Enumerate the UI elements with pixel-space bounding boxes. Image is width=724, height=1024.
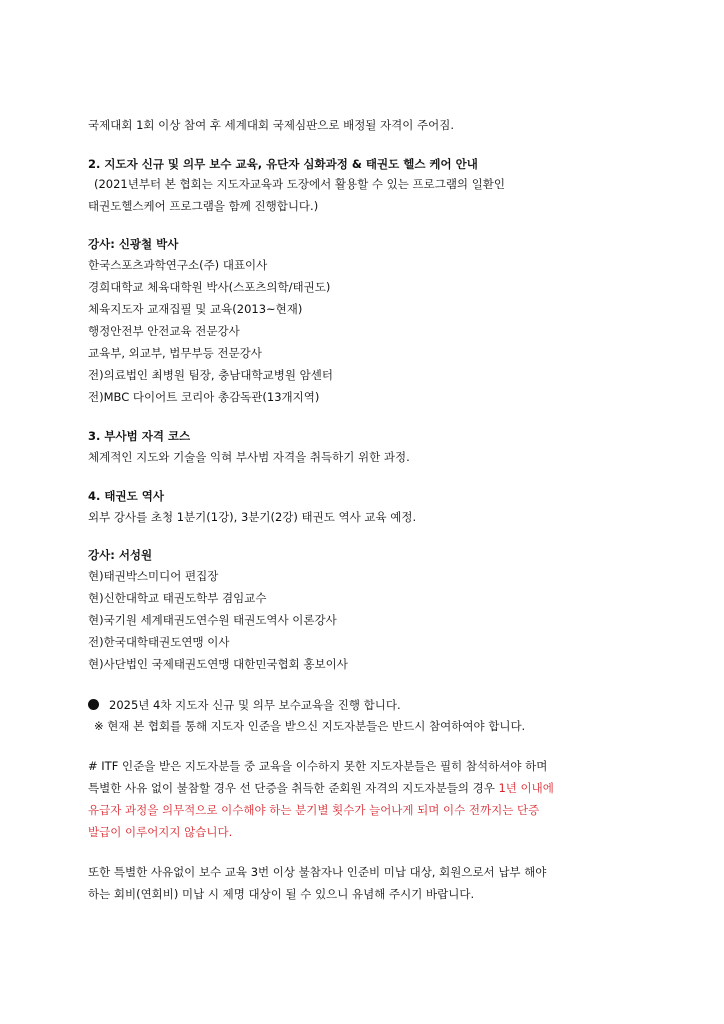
lecturer1-item: 전)MBC 다이어트 코리아 총감독관(13개지역) (88, 390, 320, 404)
section4-heading: 4. 태권도 역사 (88, 489, 164, 503)
bullet-dot-icon (88, 699, 99, 710)
lecturer1-item: 행정안전부 안전교육 전문강사 (88, 324, 240, 338)
warning-line1: # ITF 인준을 받은 지도자분들 중 교육을 이수하지 못한 지도자분들은 필히 참석하셔야 하며 (88, 759, 548, 773)
notice-sub-note: ※ 현재 본 협회를 통해 지도자 인준을 받으신 지도자분들은 반드시 참여하여야 합니다. (94, 719, 526, 733)
lecturer2-heading: 강사: 서성원 (88, 548, 153, 562)
lecturer1-heading: 강사: 신광철 박사 (88, 237, 179, 251)
warning-line2-text: 특별한 사유 없이 불참할 경우 선 단증을 취득한 준회원 자격의 지도자분들의 경우 (88, 781, 499, 795)
section4-body: 외부 강사를 초청 1분기(1강), 3분기(2강) 태권도 역사 교육 예정. (88, 510, 417, 524)
warning-line3: 유급자 과정을 의무적으로 이수해야 하는 분기별 횟수가 늘어나게 되며 이수 전까지는 단증 (88, 803, 540, 817)
closing-line2: 하는 회비(연회비) 미납 시 제명 대상이 될 수 있으니 유념해 주시기 바랍니다. (88, 887, 475, 901)
warning-line2 (88, 780, 554, 797)
lecturer2-item: 현)사단법인 국제태권도연맹 대한민국협회 홍보이사 (88, 657, 348, 671)
notice-bullet-line (88, 697, 401, 714)
lecturer2-item: 현)국기원 세계태권도연수원 태권도역사 이론강사 (88, 613, 337, 627)
notice-bullet-text: 2025년 4차 지도자 신규 및 의무 보수교육을 진행 합니다. (109, 698, 401, 712)
section2-note-line1: (2021년부터 본 협회는 지도자교육과 도장에서 활용할 수 있는 프로그램의 일환인 (94, 177, 506, 191)
lecturer2-item: 전)한국대학태권도연맹 이사 (88, 635, 230, 649)
lecturer2-item: 현)태권박스미디어 편집장 (88, 569, 219, 583)
section3-heading: 3. 부사범 자격 코스 (88, 429, 191, 443)
lecturer2-item: 현)신한대학교 태권도학부 겸임교수 (88, 591, 267, 605)
section2-heading: 2. 지도자 신규 및 의무 보수 교육, 유단자 심화과정 & 태권도 헬스 케어 안내 (88, 157, 478, 171)
section2-note-line2: 태권도헬스케어 프로그램을 함께 진행합니다.) (88, 199, 319, 213)
intro-line: 국제대회 1회 이상 참여 후 세계대회 국제심판으로 배정될 자격이 주어짐. (88, 118, 455, 132)
warning-line2-highlight: 1년 이내에 (498, 781, 554, 795)
warning-line4: 발급이 이루어지지 않습니다. (88, 825, 233, 839)
section3-body: 체계적인 지도와 기술을 익혀 부사범 자격을 취득하기 위한 과정. (88, 450, 410, 464)
lecturer1-item: 경희대학교 체육대학원 박사(스포츠의학/태권도) (88, 280, 331, 294)
lecturer1-item: 교육부, 외교부, 법무부등 전문강사 (88, 346, 262, 360)
lecturer1-item: 한국스포츠과학연구소(주) 대표이사 (88, 258, 268, 272)
lecturer1-item: 체육지도자 교재집필 및 교육(2013~현재) (88, 302, 303, 316)
closing-line1: 또한 특별한 사유없이 보수 교육 3번 이상 불참자나 인준비 미납 대상, 회원으로서 납부 해야 (88, 865, 547, 879)
lecturer1-item: 전)의료법인 최병원 팀장, 충남대학교병원 암센터 (88, 368, 333, 382)
